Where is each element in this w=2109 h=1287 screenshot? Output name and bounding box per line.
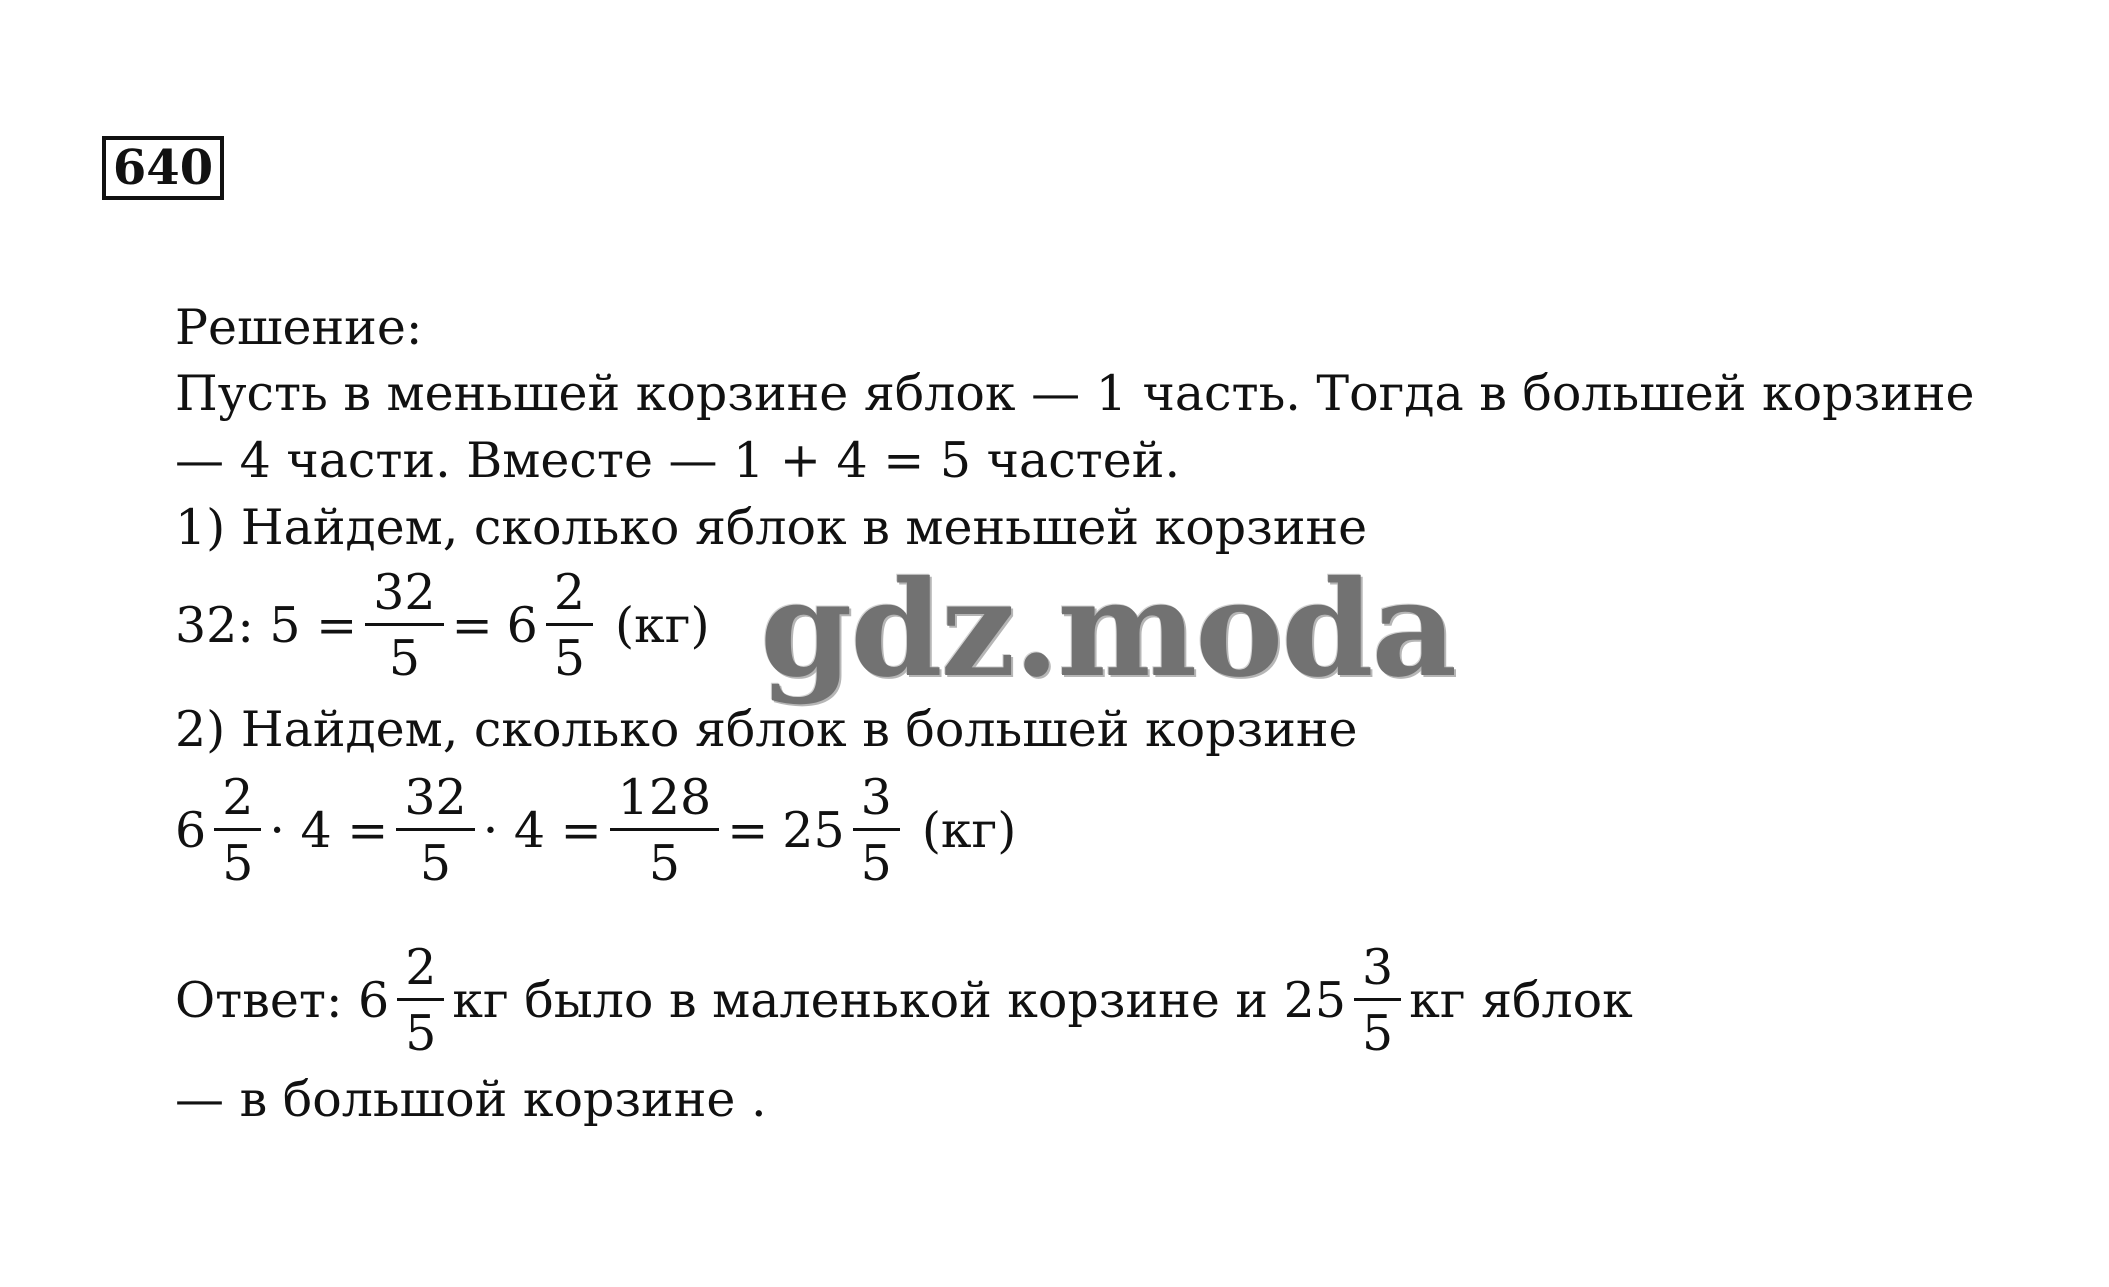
answer-line-2: — в большой корзине . xyxy=(175,1071,767,1128)
fraction-numerator: 2 xyxy=(546,568,593,626)
answer-end-text: кг яблок xyxy=(1409,971,1633,1029)
step2-expression xyxy=(175,765,1016,895)
unit-label: (кг) xyxy=(615,596,710,654)
answer-fraction-2 xyxy=(1354,938,1401,1062)
fraction-denominator: 5 xyxy=(1362,1004,1394,1062)
mixed-whole: 6 xyxy=(506,596,538,654)
fraction-denominator: 5 xyxy=(222,834,254,892)
step2-fraction-4 xyxy=(853,768,900,892)
watermark-logo: gdz.moda xyxy=(760,552,1456,707)
step2-title: 2) Найдем, сколько яблок в большей корзине xyxy=(175,701,1358,758)
mixed-whole: 6 xyxy=(175,801,207,859)
step1-title: 1) Найдем, сколько яблок в меньшей корзине xyxy=(175,499,1368,556)
answer-label: Ответ: 6 xyxy=(175,971,390,1029)
step2-fraction-3 xyxy=(610,768,720,892)
fraction-denominator: 5 xyxy=(419,834,452,892)
fraction-numerator: 3 xyxy=(853,773,900,831)
fraction-numerator: 32 xyxy=(365,568,443,626)
fraction-denominator: 5 xyxy=(405,1004,437,1062)
equals-sign: = xyxy=(727,801,769,859)
equals-sign: = xyxy=(451,596,493,654)
multiply-expression: · 4 = xyxy=(269,801,389,859)
solution-label: Решение: xyxy=(175,299,423,356)
fraction-numerator: 2 xyxy=(214,773,261,831)
problem-number-box: 640 xyxy=(102,136,224,200)
intro-line-1: Пусть в меньшей корзине яблок — 1 часть. Тогда в большей корзине xyxy=(175,365,1975,422)
step1-fraction-1 xyxy=(365,563,443,687)
answer-fraction-1 xyxy=(397,938,444,1062)
fraction-denominator: 5 xyxy=(648,834,681,892)
step2-fraction-2 xyxy=(396,768,474,892)
step1-fraction-2 xyxy=(546,563,593,687)
fraction-denominator: 5 xyxy=(860,834,892,892)
answer-line-1 xyxy=(175,935,1633,1065)
fraction-denominator: 5 xyxy=(388,629,421,687)
unit-label: (кг) xyxy=(921,801,1017,859)
result-whole: 25 xyxy=(782,801,845,859)
step1-expression xyxy=(175,560,710,690)
step2-fraction-1 xyxy=(214,768,261,892)
fraction-numerator: 3 xyxy=(1354,943,1401,1001)
fraction-numerator: 32 xyxy=(396,773,474,831)
step1-expr-start: 32: 5 = xyxy=(175,596,358,654)
answer-middle-text: кг было в маленькой корзине и 25 xyxy=(452,971,1347,1029)
fraction-numerator: 128 xyxy=(610,773,720,831)
multiply-expression: · 4 = xyxy=(482,801,602,859)
intro-line-2: — 4 части. Вместе — 1 + 4 = 5 частей. xyxy=(175,432,1181,489)
fraction-numerator: 2 xyxy=(397,943,444,1001)
fraction-denominator: 5 xyxy=(553,629,586,687)
